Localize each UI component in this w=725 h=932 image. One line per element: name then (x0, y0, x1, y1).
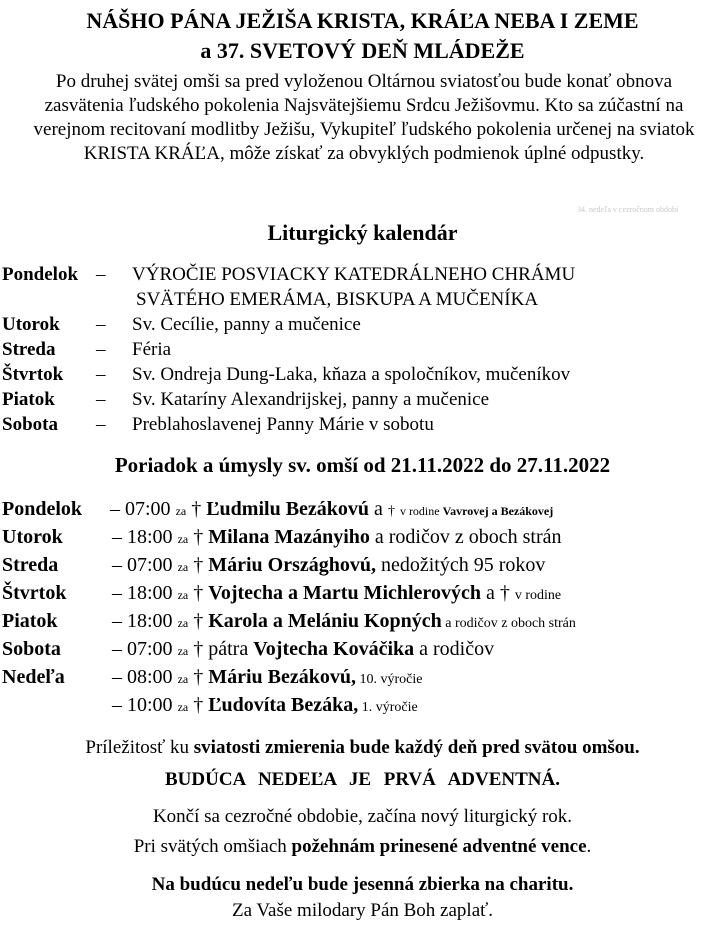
dash: – (96, 414, 106, 435)
intention-tail: v rodine (399, 504, 443, 518)
feast-text: Sv. Ondreja Dung-Laka, kňaza a spoločníkov, mučeníkov (132, 364, 571, 385)
mass-time: – 18:00 (112, 582, 173, 604)
dash: – (96, 339, 106, 360)
liturgical-year-line: Končí sa cezročné obdobie, začína nový liturgický rok. (152, 806, 573, 827)
thanks-line: Za Vaše milodary Pán Boh zaplať. (231, 900, 494, 921)
mass-details (112, 663, 422, 694)
intention-tail: v rodine (514, 588, 562, 603)
mass-time: – 08:00 (112, 666, 173, 688)
intention-after: 10. výročie (356, 672, 423, 687)
dash: – (96, 314, 106, 335)
mass-time: – 10:00 (112, 694, 173, 716)
mass-time: – 07:00 (112, 554, 173, 576)
intention-after: 1. výročie (358, 700, 418, 715)
title-line-1: NÁŠHO PÁNA JEŽIŠA KRISTA, KRÁĽA NEBA I ZEME (86, 8, 639, 33)
mass-time: – 18:00 (112, 610, 173, 632)
cross-icon: † (193, 666, 204, 688)
advent-heading: BUDÚCA NEDEĽA JE PRVÁ ADVENTNÁ. (164, 769, 560, 790)
cross-icon: † (193, 554, 204, 576)
day-label: Utorok (2, 526, 63, 548)
confession-pre: Príležitosť ku (85, 737, 194, 758)
day-label: Štvrtok (2, 364, 64, 385)
cross-icon: † (499, 582, 510, 604)
mass-time: – 18:00 (112, 526, 173, 548)
intention-after: a rodičov z oboch strán (369, 526, 562, 548)
wreath-pre: Pri svätých omšiach (133, 836, 292, 857)
intention-small: a rodičov z oboch strán (441, 616, 576, 631)
intention-name: Máriu Országhovú, (208, 554, 376, 576)
mass-details (112, 691, 418, 722)
za-label: za (177, 560, 189, 574)
title-line-2: a 37. SVETOVÝ DEŇ MLÁDEŽE (200, 38, 525, 63)
za-label: za (177, 672, 189, 686)
mass-details (110, 495, 553, 526)
feast-text: Sv. Kataríny Alexandrijskej, panny a mučenice (132, 389, 490, 410)
cross-icon: † (193, 638, 204, 660)
confession-line (0, 735, 725, 761)
za-label: za (177, 616, 189, 630)
day-label: Streda (2, 339, 56, 360)
mass-details (112, 635, 494, 665)
day-label: Utorok (2, 314, 60, 335)
mass-details (112, 523, 562, 553)
intention-name: Ľudmilu Bezákovú (206, 498, 370, 520)
dash: – (96, 389, 106, 410)
intention-name: Ľudovíta Bezáka, (208, 694, 359, 716)
mass-details (112, 551, 545, 581)
intention-name: Karola a Melániu Kopných (208, 610, 442, 632)
advent-wreath-line (0, 834, 725, 860)
cross-icon: † (193, 526, 204, 548)
day-label: Pondelok (2, 264, 79, 285)
intention-name: Máriu Bezákovú, (208, 666, 356, 688)
intention-after: a (369, 498, 388, 520)
cross-icon: † (193, 694, 204, 716)
day-label: Sobota (2, 414, 58, 435)
intro-paragraph: Po druhej svätej omši sa pred vyloženou Oltárnou sviatosťou bude konať obnova zasvätenia ľudského pokolenia Najsvätejšiemu Srdcu Ježišovmu. Kto sa zúčastní na verejnom recitovaní modlitby Ježišu, Vykupiteľ ľudského pokolenia určenej na sviatok KRISTA KRÁĽA, môže získať za obvyklých podmienok úplné odpustky. (33, 71, 695, 164)
wreath-post: . (586, 836, 592, 857)
mass-details (112, 607, 576, 638)
feast-text: SVÄTÉHO EMERÁMA, BISKUPA A MUČENÍKA (136, 289, 539, 310)
feast-text: VÝROČIE POSVIACKY KATEDRÁLNEHO CHRÁMU (132, 264, 576, 285)
intention-after: nedožitých 95 rokov (376, 554, 546, 576)
day-label: Štvrtok (2, 582, 67, 604)
day-label: Pondelok (2, 498, 83, 520)
za-label: za (177, 532, 189, 546)
day-label: Piatok (2, 389, 55, 410)
intention-name: Vojtecha a Martu Michlerových (208, 582, 481, 604)
za-label: za (175, 504, 187, 518)
za-label: za (177, 588, 189, 602)
za-label: za (177, 644, 189, 658)
mass-details (112, 579, 561, 610)
mass-time: – 07:00 (110, 498, 171, 520)
dash: – (96, 364, 106, 385)
intention-name: Milana Mazányiho (208, 526, 370, 548)
feast-text: Sv. Cecílie, panny a mučenice (132, 314, 361, 335)
mass-schedule-heading: Poriadok a úmysly sv. omší od 21.11.2022 do 27.11.2022 (114, 453, 611, 477)
day-label: Sobota (2, 638, 61, 660)
liturgical-heading: Liturgický kalendár (267, 220, 458, 245)
feast-text: Féria (132, 339, 172, 360)
dash: – (96, 264, 106, 285)
intention-after: a (480, 582, 500, 604)
cross-icon: † (193, 610, 204, 632)
mass-time: – 07:00 (112, 638, 173, 660)
cross-icon: † (191, 498, 202, 520)
wreath-bold: požehnám prinesené adventné vence (291, 836, 587, 857)
feast-text: Preblahoslavenej Panny Márie v sobotu (132, 414, 434, 435)
cross-icon: † (193, 582, 204, 604)
intention-name: Vojtecha Kováčika (253, 638, 415, 660)
intention-after: a rodičov (414, 638, 495, 660)
za-label: za (177, 700, 189, 714)
day-label: Nedeľa (2, 666, 65, 688)
confession-bold: sviatosti zmierenia bude každý deň pred svätou omšou. (193, 737, 640, 758)
day-label: Streda (2, 554, 59, 576)
cross-icon: † (387, 504, 395, 519)
intention-tail-bold: Vavrovej a Bezákovej (442, 504, 554, 518)
day-label: Piatok (2, 610, 58, 632)
collection-line: Na budúcu nedeľu bude jesenná zbierka na charitu. (151, 874, 574, 895)
watermark-text: 34. nedeľa v cezročnom období (577, 205, 679, 214)
intention-pre: pátra (208, 638, 254, 660)
